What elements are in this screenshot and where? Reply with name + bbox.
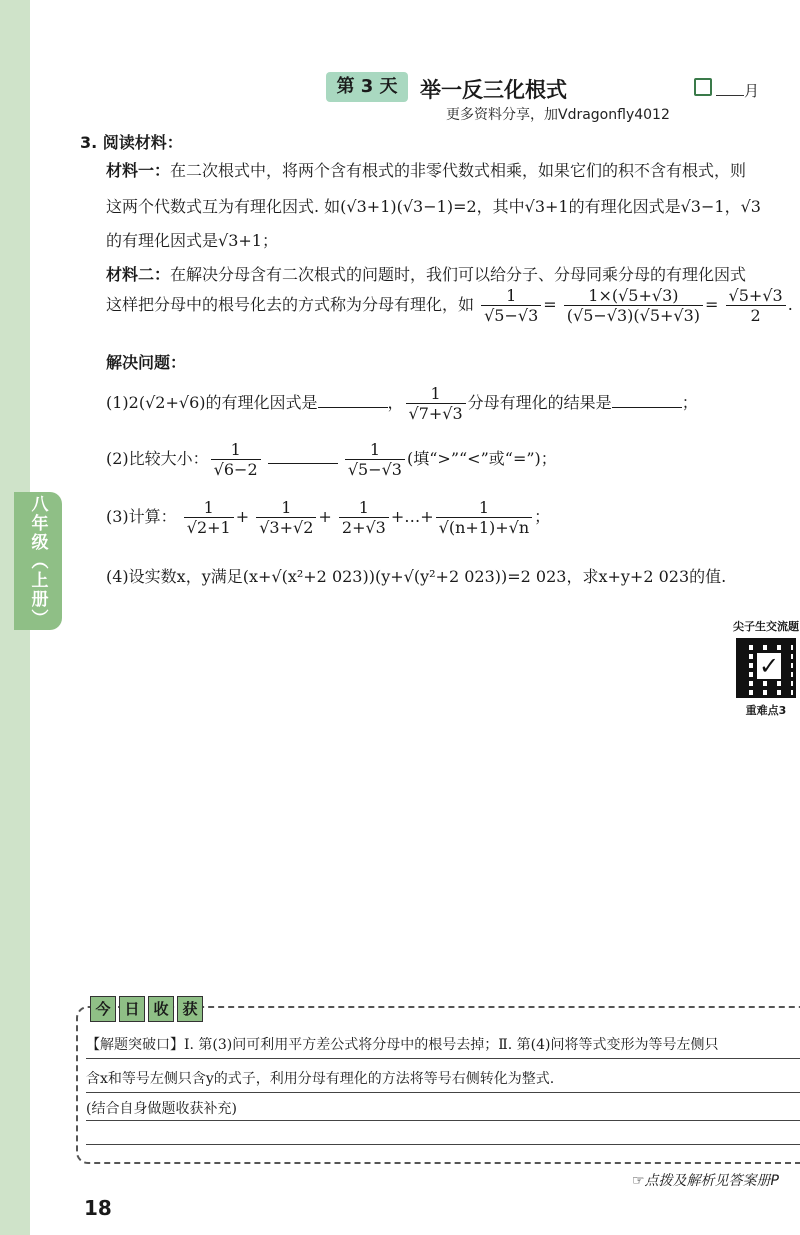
- writing-line[interactable]: [86, 1120, 800, 1121]
- question-2: [106, 440, 557, 479]
- page-number: 18: [84, 1196, 112, 1220]
- question-3: (3)计算： $\frac{1}{√2+1}$ + $\frac{1}{√3+√2}$ + $\frac{1}{2+√3}$ +…+ $\frac{1}{√(n+1)+√n}$ ；: [106, 498, 551, 537]
- question-2-fraction-1: $\frac{1}{√6-2}$: [211, 440, 261, 479]
- example-fraction-2: $\frac{1\times(√5+√3)}{(√5-√3)(√5+√3)}$: [564, 286, 703, 325]
- material-2-label: 材料二：: [106, 265, 171, 284]
- hint-line-1: 【解题突破口】Ⅰ. 第(3)问可利用平方差公式将分母中的根号去掉；Ⅱ. 第(4)问将等式变形为等号左侧只: [86, 1037, 719, 1053]
- harvest-title: [90, 996, 203, 1022]
- question-2-text-a: (2)比较大小：: [106, 449, 209, 468]
- solve-heading: 解决问题：: [106, 353, 187, 372]
- material-2-line-2: 这样把分母中的根号化去的方式称为分母有理化，如 $\frac{1}{√5-√3}$ = $\frac{1\times(√5+√3)}{(√5-√3)(√5+√3)}$ = $\frac{√5+√3}{2}$ .: [106, 286, 793, 325]
- material-1-line-2: 这两个代数式互为有理化因式. 如(√3+1)(√3−1)=2，其中√3+1的有理化因式是√3−1，√3: [106, 197, 761, 216]
- answer-reference: ☞点拨及解析见答案册P: [632, 1173, 779, 1189]
- harvest-title-char: 日: [119, 996, 145, 1022]
- problem-number: 3.: [80, 133, 98, 152]
- date-field: [716, 80, 759, 101]
- page-title: 举一反三化根式: [420, 78, 567, 102]
- material-2-text-2: 这样把分母中的根号化去的方式称为分母有理化，如: [106, 295, 475, 314]
- question-1: (1)2(√2+√6)的有理化因式是 ， $\frac{1}{√7+√3}$ 分母有理化的结果是 ；: [106, 384, 698, 423]
- answer-blank-2[interactable]: [268, 463, 338, 464]
- question-1-text-a: (1)2(√2+√6)的有理化因式是: [106, 393, 318, 412]
- writing-line[interactable]: [86, 1144, 800, 1145]
- grade-label: 八年级（上册）: [27, 494, 48, 628]
- question-3-term-2: $\frac{1}{√3+√2}$: [256, 498, 316, 537]
- harvest-title-char: 收: [148, 996, 174, 1022]
- page-header: [0, 68, 800, 128]
- calendar-icon: [694, 78, 712, 96]
- qr-code-icon[interactable]: [736, 638, 796, 698]
- watermark-text: 更多资料分享，加Vdragonfly4012: [446, 107, 670, 123]
- question-1-text-b: 分母有理化的结果是: [467, 393, 612, 412]
- grade-side-tab: [14, 492, 62, 630]
- question-3-text: (3)计算：: [106, 507, 177, 526]
- question-3-dots: +…+: [390, 507, 434, 526]
- question-1-fraction: $\frac{1}{√7+√3}$: [406, 384, 466, 423]
- question-3-term-n: $\frac{1}{√(n+1)+√n}$: [436, 498, 532, 537]
- question-4: (4)设实数x，y满足(x+√(x²+2 023))(y+√(y²+2 023))=2 023，求x+y+2 023的值.: [106, 567, 727, 586]
- question-3-term-3: $\frac{1}{2+√3}$: [339, 498, 389, 537]
- question-2-text-b: (填“>”“<”或“=”)；: [406, 449, 557, 468]
- day-badge: 第 3 天: [326, 72, 408, 102]
- material-1-line-3: 的有理化因式是√3+1；: [106, 231, 278, 250]
- example-fraction-3: $\frac{√5+√3}{2}$: [726, 286, 786, 325]
- hint-line-2: 含x和等号左侧只含y的式子，利用分母有理化的方法将等号右侧转化为整式.: [86, 1071, 555, 1087]
- rule-line: [86, 1092, 800, 1093]
- question-2-fraction-2: $\frac{1}{√5-√3}$: [345, 440, 405, 479]
- qr-caption-bottom: 重难点3: [745, 704, 787, 717]
- example-fraction-1: $\frac{1}{√5-√3}$: [481, 286, 541, 325]
- month-label: 月: [744, 82, 760, 100]
- material-2-text-1: 在解决分母含有二次根式的问题时，我们可以给分子、分母同乘分母的有理化因式: [170, 265, 747, 284]
- today-harvest-box: [76, 1000, 800, 1164]
- supplement-label: (结合自身做题收获补充): [86, 1101, 237, 1117]
- problem-heading-text: 阅读材料：: [102, 133, 183, 152]
- qr-caption-top: 尖子生交流题: [733, 620, 799, 633]
- problem-heading: [80, 130, 183, 153]
- qr-block: [732, 618, 800, 718]
- harvest-title-char: 获: [177, 996, 203, 1022]
- material-1-text-1: 在二次根式中，将两个含有根式的非零代数式相乘，如果它们的积不含有根式，则: [170, 161, 747, 180]
- harvest-title-char: 今: [90, 996, 116, 1022]
- answer-blank-1b[interactable]: [612, 407, 682, 408]
- answer-blank-1a[interactable]: [318, 407, 388, 408]
- material-2-line-1: [106, 262, 746, 285]
- material-1-line-1: [106, 158, 746, 181]
- material-1-label: 材料一：: [106, 161, 171, 180]
- question-3-term-1: $\frac{1}{√2+1}$: [184, 498, 234, 537]
- rule-line: [86, 1058, 800, 1059]
